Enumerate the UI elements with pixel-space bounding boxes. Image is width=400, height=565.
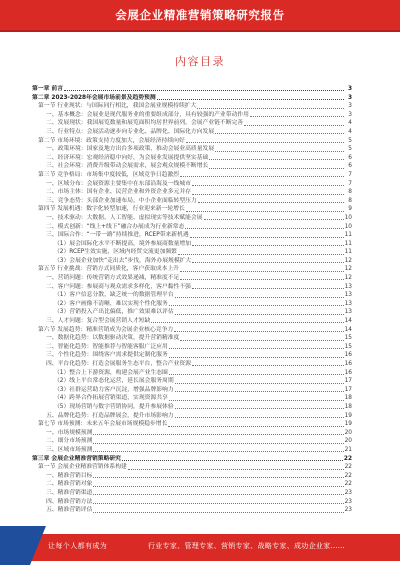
- toc-entry-title: 第一章 前言: [32, 86, 64, 92]
- toc-item-entry[interactable]: [32, 506, 352, 515]
- toc-entry-title: （3）会展企业加快“走出去”步伐，海外办展规模扩大: [54, 257, 192, 264]
- toc-page-number: 6: [348, 163, 352, 170]
- toc-page-number: 22: [344, 481, 352, 488]
- toc-subitem-entry[interactable]: [32, 248, 352, 257]
- toc-item-entry[interactable]: [32, 119, 352, 128]
- dot-leader: [192, 262, 343, 263]
- toc-page-number: 23: [344, 498, 352, 505]
- toc-section-entry[interactable]: [32, 265, 352, 274]
- toc-subitem-entry[interactable]: [32, 369, 352, 378]
- toc-entry-title: 三、个性化趋势：围绕客户需求提供定制化服务: [46, 352, 168, 359]
- toc-entry-title: 第六节 发展趋势：精准营销成为会展企业核心竞争力: [38, 326, 174, 333]
- dot-leader: [198, 202, 344, 203]
- toc-item-entry[interactable]: [32, 429, 352, 438]
- toc-page-number: 22: [344, 472, 352, 479]
- toc-item-entry[interactable]: [32, 145, 352, 154]
- dot-leader: [169, 348, 344, 349]
- toc-entry-title: （4）跨界合作拓展营销渠道，实现资源共享: [54, 395, 168, 402]
- toc-item-entry[interactable]: [32, 351, 352, 360]
- dot-leader: [157, 99, 344, 100]
- toc-entry-title: 第一节 会展企业精准营销体系构建: [38, 464, 127, 471]
- toc-page-number: 12: [344, 275, 352, 282]
- dot-leader: [244, 125, 344, 126]
- page-footer: [0, 522, 400, 565]
- toc-entry-title: 第二节 市场环境：政策支持力度加大，会展经济持续向好: [38, 137, 185, 144]
- toc-page-number: 14: [344, 326, 352, 333]
- toc-entry-title: （3）营销投入产出比偏低，推广效果难以评估: [54, 309, 174, 316]
- toc-item-entry[interactable]: [32, 283, 352, 292]
- toc-heading: 内容目录: [175, 55, 225, 68]
- toc-page-number: 4: [348, 120, 352, 127]
- dot-leader: [169, 305, 344, 306]
- toc-page-number: 18: [344, 403, 352, 410]
- toc-page-number: 3: [347, 94, 352, 101]
- dot-leader: [190, 237, 344, 238]
- toc-section-entry[interactable]: [32, 205, 352, 214]
- dot-leader: [93, 512, 343, 513]
- dot-leader: [215, 133, 344, 134]
- toc-chapter-entry[interactable]: [32, 85, 352, 94]
- toc-section-entry[interactable]: [32, 102, 352, 111]
- toc-section-entry[interactable]: [32, 463, 352, 472]
- toc-subitem-entry[interactable]: [32, 291, 352, 300]
- toc-subitem-entry[interactable]: [32, 377, 352, 386]
- toc-entry-title: （5）现场营销与数字营销协同，提升参展体验: [54, 403, 174, 410]
- toc-section-entry[interactable]: [32, 171, 352, 180]
- toc-entry-title: 一、技术驱动：大数据、人工智能、虚拟现实等技术赋能会展: [46, 214, 203, 221]
- toc-page-number: 20: [344, 429, 352, 436]
- toc-chapter-entry[interactable]: [32, 455, 352, 464]
- dot-leader: [175, 297, 344, 298]
- toc-page-number: 19: [344, 412, 352, 419]
- toc-item-entry[interactable]: [32, 317, 352, 326]
- toc-item-entry[interactable]: [32, 188, 352, 197]
- toc-entry-title: 五、品牌化趋势：打造品牌展会，提升市场影响力: [46, 412, 174, 419]
- dot-leader: [180, 271, 344, 272]
- toc-subitem-entry[interactable]: [32, 386, 352, 395]
- toc-chapter-entry[interactable]: [32, 94, 352, 103]
- dot-leader: [168, 426, 343, 427]
- toc-subitem-entry[interactable]: [32, 257, 352, 266]
- toc-entry-title: 四、平台化趋势：打造会展服务生态平台，整合产业资源: [46, 361, 191, 367]
- toc-item-entry[interactable]: [32, 231, 352, 240]
- toc-entry-title: 三、区域市场预测: [46, 446, 93, 453]
- toc-entry-title: 三、社会环境：消费升级带动会展需求，展会观众规模不断增长: [46, 163, 209, 170]
- toc-entry-title: 一、市场规模预测: [46, 429, 93, 436]
- toc-entry-title: （2）线上平台常态化运营，延长展会服务周期: [54, 378, 174, 385]
- dot-leader: [169, 374, 344, 375]
- toc-entry-title: 二、客户问题：参展商与观众需求多样化，客户黏性不强: [46, 283, 191, 290]
- dot-leader: [180, 279, 343, 280]
- toc-page-number: 23: [344, 489, 352, 496]
- dot-leader: [93, 503, 343, 504]
- dot-leader: [186, 211, 344, 212]
- dot-leader: [122, 460, 343, 461]
- toc-entry-title: 第七节 市场预测：未来五年会展市场规模稳步增长: [38, 421, 168, 428]
- toc-entry-title: （1）整合上下游资源，构建会展产业生态圈: [54, 369, 168, 376]
- dot-leader: [192, 245, 344, 246]
- toc-page-number: 7: [348, 171, 352, 178]
- dot-leader: [175, 408, 344, 409]
- toc-item-entry[interactable]: [32, 180, 352, 189]
- toc-item-entry[interactable]: [32, 162, 352, 171]
- dot-leader: [93, 477, 343, 478]
- toc-page-number: 10: [344, 214, 352, 221]
- dot-leader: [250, 116, 344, 117]
- toc-item-entry[interactable]: [32, 446, 352, 455]
- dot-leader: [178, 254, 344, 255]
- toc-page-number: 21: [344, 446, 352, 453]
- dot-leader: [93, 451, 343, 452]
- toc-entry-title: 一、营销问题：传统营销方式效果递减，精准度不足: [46, 275, 180, 282]
- toc-page-number: 8: [348, 189, 352, 196]
- dot-leader: [209, 159, 344, 160]
- toc-item-entry[interactable]: [32, 437, 352, 446]
- dot-leader: [128, 469, 344, 470]
- toc-entry-title: 一、区域分布：会展资源主要集中在东部沿海及一线城市: [46, 180, 191, 187]
- toc-entry-title: 二、精准营销对象: [46, 481, 93, 488]
- toc-page-number: 18: [344, 395, 352, 402]
- toc-entry-title: 二、智能化趋势：智能推荐与智能客服广泛应用: [46, 343, 168, 350]
- toc-page-number: 22: [344, 464, 352, 471]
- toc-page-number: 16: [344, 352, 352, 359]
- toc-page-number: 15: [344, 335, 352, 342]
- toc-entry-title: 一、数据化趋势：以数据驱动决策，提升营销精准度: [46, 335, 180, 342]
- dot-leader: [169, 400, 344, 401]
- toc-entry-title: 三、竞争态势：头部企业加速布局，中小企业面临转型压力: [46, 197, 197, 204]
- toc-page-number: 23: [344, 507, 352, 514]
- dot-leader: [192, 288, 344, 289]
- toc-page-number: 3: [347, 86, 352, 92]
- toc-entry-title: 第五节 行业挑战：营销方式同质化，客户获取成本上升: [38, 266, 179, 273]
- header-accent-line: [0, 30, 400, 32]
- toc-page-number: 16: [344, 369, 352, 376]
- toc-page-number: 17: [344, 386, 352, 393]
- toc-page-number: 13: [344, 309, 352, 316]
- toc-entry-title: 一、精准营销目标: [46, 472, 93, 479]
- toc-entry-title: 五、精准营销评估: [46, 507, 93, 514]
- dot-leader: [192, 365, 344, 366]
- dot-leader: [180, 176, 344, 177]
- toc-entry-title: （1）客户信息分散，缺乏统一的数据管理平台: [54, 292, 174, 299]
- dot-leader: [175, 391, 344, 392]
- toc-section-entry[interactable]: [32, 137, 352, 146]
- toc-item-entry[interactable]: [32, 343, 352, 352]
- toc-entry-title: 三、人才问题：复合型会展营销人才短缺: [46, 318, 151, 325]
- toc-item-entry[interactable]: [32, 472, 352, 481]
- toc-entry-title: 第四节 发展机遇：数字化转型加速，行业迎来新一轮增长: [38, 206, 185, 213]
- toc-page-number: 6: [348, 154, 352, 161]
- toc-entry-title: 三、行业特点：会展活动逐步向专业化、品牌化、国际化方向发展: [46, 128, 215, 135]
- toc-page-number: 9: [348, 206, 352, 213]
- toc-section-entry[interactable]: [32, 420, 352, 429]
- toc-page-number: 10: [344, 223, 352, 230]
- toc-item-entry[interactable]: [32, 412, 352, 421]
- toc-entry-title: （2）RCEP生效实施，区域内经贸交流更加频繁: [54, 249, 177, 256]
- toc-entry-title: 二、细分市场预测: [46, 438, 93, 445]
- toc-item-entry[interactable]: [32, 214, 352, 223]
- dot-leader: [175, 314, 344, 315]
- footer-slogan-right: 行业专家、管理专家、营销专家、战略专家、成功企业家……: [148, 542, 346, 550]
- table-of-contents: [32, 85, 352, 515]
- dot-leader: [64, 90, 344, 91]
- dot-leader: [180, 340, 343, 341]
- toc-page-number: 13: [344, 300, 352, 307]
- dot-leader: [93, 486, 343, 487]
- toc-item-entry[interactable]: [32, 128, 352, 137]
- toc-page-number: 11: [344, 240, 352, 247]
- toc-page-number: 14: [344, 318, 352, 325]
- dot-leader: [209, 168, 344, 169]
- toc-item-entry[interactable]: [32, 360, 352, 369]
- toc-page-number: 17: [344, 378, 352, 385]
- dot-leader: [93, 443, 343, 444]
- toc-page-number: 20: [344, 438, 352, 445]
- toc-page-number: 22: [343, 455, 352, 462]
- toc-item-entry[interactable]: [32, 197, 352, 206]
- toc-subitem-entry[interactable]: [32, 403, 352, 412]
- toc-item-entry[interactable]: [32, 154, 352, 163]
- dot-leader: [197, 108, 344, 109]
- toc-item-entry[interactable]: [32, 334, 352, 343]
- dot-leader: [192, 194, 344, 195]
- toc-subitem-entry[interactable]: [32, 300, 352, 309]
- toc-item-entry[interactable]: [32, 274, 352, 283]
- toc-section-entry[interactable]: [32, 326, 352, 335]
- dot-leader: [175, 417, 344, 418]
- toc-entry-title: 第三章 会展企业精准营销策略研究: [32, 455, 121, 462]
- toc-entry-title: （1）展会国际化水平不断提高，境外参展商数量增加: [54, 240, 192, 247]
- report-header-bar: [0, 0, 400, 30]
- dot-leader: [215, 151, 344, 152]
- toc-page-number: 5: [348, 137, 352, 144]
- toc-page-number: 12: [344, 257, 352, 264]
- toc-subitem-entry[interactable]: [32, 394, 352, 403]
- toc-page-number: 3: [348, 103, 352, 110]
- toc-entry-title: 二、市场主体：国有企业、民营企业和外资企业多元并存: [46, 189, 191, 196]
- dot-leader: [93, 494, 343, 495]
- toc-entry-title: 三、国际合作：“一带一路”持续推进，RCEP带来新机遇: [46, 232, 189, 239]
- toc-entry-title: 三、精准营销渠道: [46, 489, 93, 496]
- toc-subitem-entry[interactable]: [32, 240, 352, 249]
- toc-page-number: 13: [344, 283, 352, 290]
- toc-entry-title: 第二章 2023-2028年会展市场前景及趋势预测: [32, 94, 156, 101]
- toc-page-number: 16: [344, 361, 352, 367]
- toc-page-number: 8: [348, 197, 352, 204]
- toc-entry-title: （2）客户画像不清晰，难以实现个性化服务: [54, 300, 168, 307]
- toc-item-entry[interactable]: [32, 223, 352, 232]
- toc-entry-title: 二、经济环境：宏观经济稳中向好，为会展业发展提供坚实基础: [46, 154, 209, 161]
- toc-entry-title: 第三节 竞争格局：市场集中度较低，区域竞争日趋激烈: [38, 171, 179, 178]
- toc-page-number: 11: [344, 232, 352, 239]
- toc-page-number: 3: [348, 111, 352, 118]
- toc-page-number: 11: [344, 249, 352, 256]
- dot-leader: [93, 434, 343, 435]
- dot-leader: [186, 142, 344, 143]
- toc-entry-title: 第一节 行业现状：与国际同行相比，我国会展业规模持续扩大: [38, 103, 197, 110]
- toc-page-number: 13: [344, 292, 352, 299]
- dot-leader: [185, 228, 343, 229]
- report-title: 会展企业精准营销策略研究报告: [115, 8, 285, 22]
- toc-entry-title: 二、模式创新：“线上+线下”融合办展成为行业新常态: [46, 223, 185, 230]
- toc-entry-title: 四、精准营销方法: [46, 498, 93, 505]
- toc-entry-title: 二、发展现状：我国展览数量和展览面积均居世界前列，会展产业链不断完善: [46, 120, 244, 127]
- dot-leader: [204, 219, 344, 220]
- dot-leader: [174, 331, 343, 332]
- toc-item-entry[interactable]: [32, 480, 352, 489]
- toc-page-number: 12: [344, 266, 352, 273]
- toc-entry-title: （3）社群运营助力客户沉淀，增强品牌影响力: [54, 386, 174, 393]
- toc-item-entry[interactable]: [32, 498, 352, 507]
- dot-leader: [151, 322, 343, 323]
- toc-item-entry[interactable]: [32, 489, 352, 498]
- dot-leader: [192, 185, 344, 186]
- dot-leader: [175, 383, 344, 384]
- dot-leader: [169, 357, 344, 358]
- toc-page-number: 19: [344, 421, 352, 428]
- toc-entry-title: 一、政策环境：国家及地方出台多项政策，推动会展业高质量发展: [46, 146, 215, 153]
- toc-item-entry[interactable]: [32, 111, 352, 120]
- toc-subitem-entry[interactable]: [32, 308, 352, 317]
- toc-page-number: 4: [348, 128, 352, 135]
- toc-page-number: 5: [348, 146, 352, 153]
- toc-page-number: 7: [348, 180, 352, 187]
- toc-entry-title: 一、基本概念：会展业是现代服务业的重要组成部分，具有较强的产业带动作用: [46, 111, 249, 118]
- toc-page-number: 15: [344, 343, 352, 350]
- footer-slogan-left: 让每个人都有成为: [48, 542, 108, 550]
